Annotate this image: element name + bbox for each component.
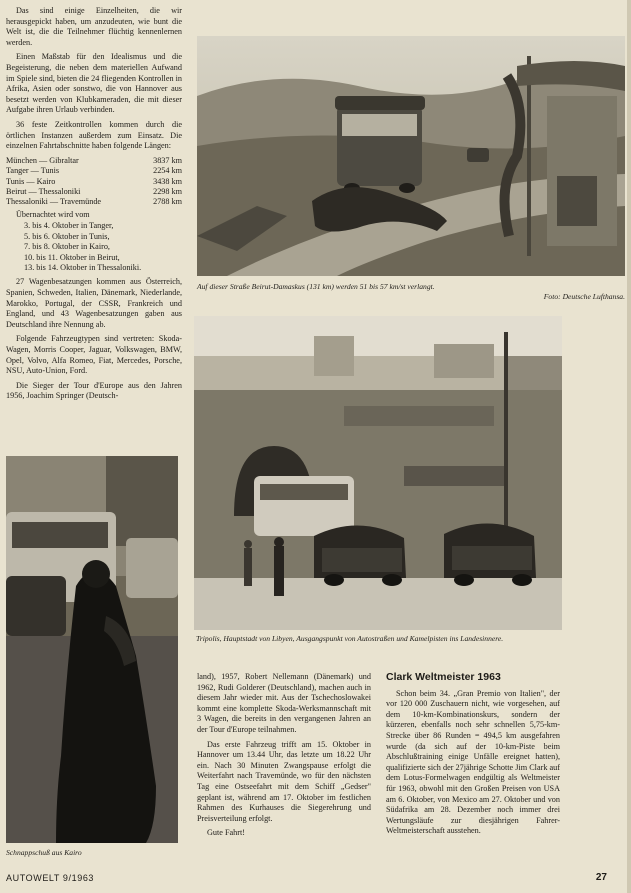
route-cell: Beirut — Thessaloniki [6, 186, 81, 196]
route-cell: Thessaloniki — Travemünde [6, 197, 102, 207]
paragraph: Folgende Fahrzeugtypen sind vertreten: Skoda-Wagen, Morris Cooper, Jaguar, Volkswagen, BMW, Opel, Volvo, Alfa Romeo, Fiat, Mercedes, Porsche, NSU, Auto-Union, Ford. [6, 334, 182, 376]
table-row [6, 166, 182, 176]
km-cell: 3438 km [153, 176, 182, 186]
photo-caption: Schnappschuß aus Kairo [6, 848, 82, 857]
photo-caption [197, 282, 625, 301]
tripolis-street-illustration [194, 316, 562, 630]
middle-column [197, 672, 371, 843]
table-row [6, 156, 182, 166]
photo-kairo [6, 456, 178, 843]
km-cell: 3837 km [153, 155, 182, 165]
photo-beirut-damascus-road [197, 36, 625, 276]
km-cell: 2788 km [153, 197, 182, 207]
kairo-street-illustration [6, 456, 178, 843]
list-item: 7. bis 8. Oktober in Kairo, [24, 242, 110, 252]
paragraph: Das sind einige Einzelheiten, die wir herausgepickt haben, um anzudeuten, wie bunt die Welt ist, die die Teilnehmer flüchtig kennenlernen werden. [6, 6, 182, 47]
table-row [6, 177, 182, 187]
paragraph: 27 Wagenbesatzungen kommen aus Österreich, Spanien, Schweden, Italien, Dänemark, Niederlande, Marokko, Portugal, der CSSR, Frankreich und England, und 43 Wagenbesatzungen gaben aus Deutschland ihre Nennung ab. [6, 277, 182, 329]
paragraph: Übernachtet wird vom [16, 209, 90, 219]
km-cell: 2298 km [153, 186, 182, 196]
article-heading: Clark Weltmeister 1963 [386, 671, 501, 683]
closing-line: Gute Fahrt! [207, 828, 245, 838]
paragraph: 36 feste Zeitkontrollen kommen durch die örtlichen Instanzen außerdem zum Einsatz. Die einzelnen Fahrtabschnitte haben folgende Längen: [6, 119, 182, 151]
page-edge [627, 0, 631, 893]
caption-text: Auf dieser Straße Beirut-Damaskus (131 km) werden 51 bis 57 km/st verlangt. [197, 282, 435, 291]
photo-tripolis [194, 316, 562, 630]
road-scene-illustration [197, 36, 625, 276]
page-number: 27 [595, 872, 607, 883]
route-cell: München — Gibraltar [6, 155, 79, 165]
paragraph: Einen Maßstab für den Idealismus und die Begeisterung, die neben dem materiellen Aufwand im Spiele sind, bieten die 24 fliegenden Kontrollen in Afrika, Asien oder sonstwo, die von Hannover aus besetzt werden von Klubkameraden, die mit dieser Aufgabe ihren Urlaub verbinden. [6, 52, 182, 115]
list-item: 13. bis 14. Oktober in Thessaloniki. [24, 262, 142, 272]
paragraph: Das erste Fahrzeug trifft am 15. Oktober in Hannover um 13.44 Uhr, das letzte um 18.22 Uhr ein. Nach 30 Minuten Zwangspause erfolgt die Weiterfahrt nach Travemünde, wo für den nächsten Tag eine Ostseefahrt mit dem Schiff „Gedser" geplant ist, während am 17. Oktober im festlichen Rahmen des Kurhauses die Siegerehrung und Preisverteilung erfolgt. [197, 739, 371, 823]
route-cell: Tunis — Kairo [6, 176, 56, 186]
list-item: 5. bis 6. Oktober in Tunis, [24, 231, 110, 241]
photo-credit: Foto: Deutsche Lufthansa. [543, 291, 625, 301]
photo-caption: Tripolis, Hauptstadt von Libyen, Ausgangspunkt von Autostraßen und Kamelpisten ins Landesinnere. [196, 634, 504, 643]
distance-table [6, 156, 182, 208]
paragraph: Schon beim 34. „Gran Premio von Italien", der vor 120 000 Zuschauern nicht, wie vorgesehen, auf dem 10-km-Kombinationskurs, sondern der kürzeren, ebenfalls noch sehr schnellen 5,75-km-Strecke über 86 Runden = 494,5 km ausgefahren wurde (da sich auf der 10-km-Piste beim Abschlußtraining einige Unfälle ereignet hatten), qualifizierte sich der 27jährige Schotte Jim Clark auf dem Lotus-Formelwagen endgültig als Weltmeister für 1963, obwohl mit den Großen Preisen von USA am 6. Oktober, von Mexico am 27. Oktober und von Südafrika am 28. Dezember noch immer drei Wertungsläufe zur diesjährigen Fahrer-Weltmeisterschaft ausstehen. [386, 688, 560, 836]
table-row [6, 187, 182, 197]
right-column [386, 672, 560, 841]
list-item: 3. bis 4. Oktober in Tanger, [24, 221, 114, 231]
paragraph: Die Sieger der Tour d'Europe aus den Jahren 1956, Joachim Springer (Deutsch- [6, 380, 182, 401]
route-cell: Tanger — Tunis [6, 166, 60, 176]
km-cell: 2254 km [153, 166, 182, 176]
left-column [6, 6, 182, 406]
list-item: 10. bis 11. Oktober in Beirut, [24, 252, 120, 262]
overnight-dates-list [24, 221, 182, 273]
table-row [6, 197, 182, 207]
magazine-issue: AUTOWELT 9/1963 [6, 873, 95, 883]
paragraph: land), 1957, Robert Nellemann (Dänemark) und 1962, Rudi Golderer (Deutschland), machen auch in diesem Jahr wieder mit. Aus der Tschechoslowakei kommt eine komplette Skoda-Werksmannschaft mit 3 Wagen, die bereits in den vergangenen Jahren an der Tour d'Europe teilnahmen. [197, 672, 371, 734]
